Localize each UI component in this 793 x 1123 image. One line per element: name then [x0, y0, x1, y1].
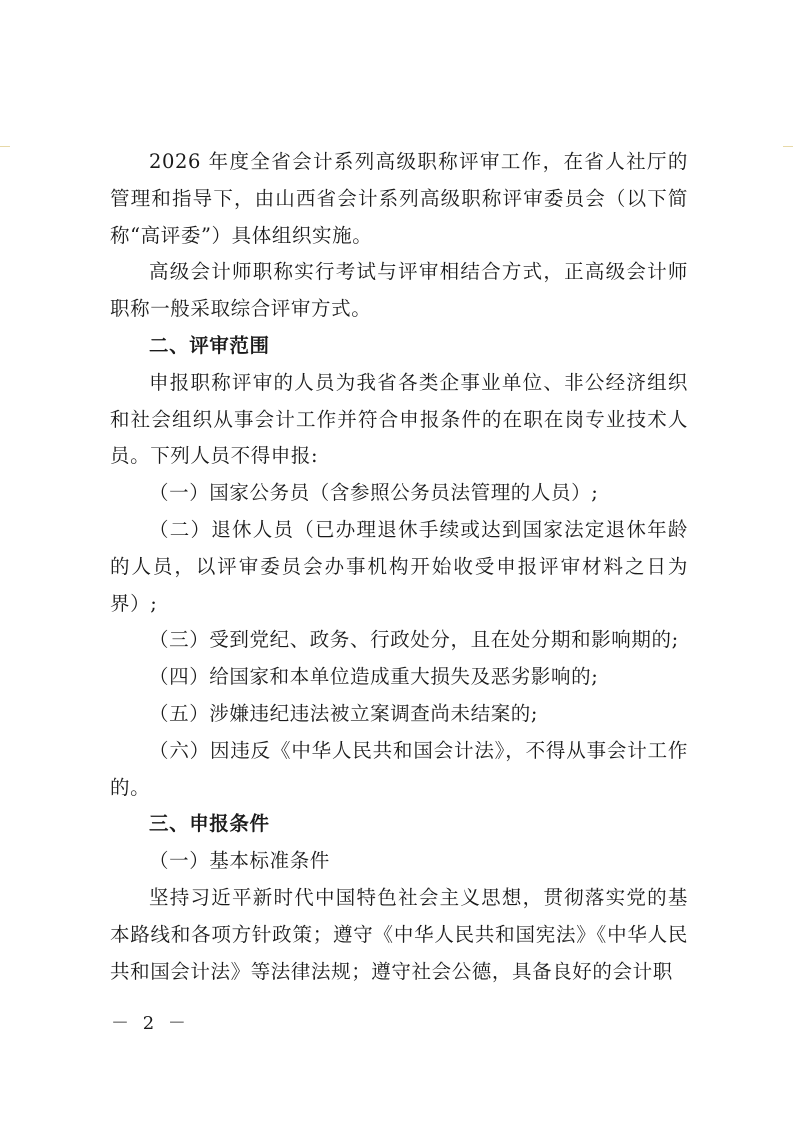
list-item-excluded-5: （五）涉嫌违纪违法被立案调查尚未结案的;: [149, 701, 539, 725]
paragraph-basic-conditions: 坚持习近平新时代中国特色社会主义思想，贯彻落实党的基本路线和各项方针政策；遵守《中华人民共和国宪法》《中华人民共和国会计法》等法律法规；遵守社会公德，具备良好的会计职: [110, 885, 688, 983]
document-body: [110, 144, 688, 990]
paragraph-evaluation-method: 高级会计师职称实行考试与评审相结合方式，正高级会计师职称一般采取综合评审方式。: [110, 260, 688, 321]
paragraph-scope: 申报职称评审的人员为我省各类企事业单位、非公经济组织和社会组织从事会计工作并符合申报条件的在职在岗专业技术人员。下列人员不得申报:: [110, 370, 688, 468]
list-item-excluded-3: （三）受到党纪、政务、行政处分，且在处分期和影响期的;: [149, 628, 679, 652]
list-item-excluded-1: （一）国家公务员（含参照公务员法管理的人员）;: [149, 481, 599, 505]
list-item-excluded-6: （六）因违反《中华人民共和国会计法》，不得从事会计工作的。: [110, 738, 688, 799]
list-item-excluded-2: （二）退休人员（已办理退休手续或达到国家法定退休年龄的人员，以评审委员会办事机构开始收受申报评审材料之日为界）;: [110, 517, 688, 615]
scan-edge-mark-left: [0, 146, 10, 147]
paragraph-intro: 2026 年度全省会计系列高级职称评审工作，在省人社厅的管理和指导下，由山西省会计系列高级职称评审委员会（以下简称“高评委”）具体组织实施。: [110, 150, 688, 247]
list-item-excluded-4: （四）给国家和本单位造成重大损失及恶劣影响的;: [149, 665, 599, 689]
subsection-heading-basic-conditions: （一）基本标准条件: [149, 849, 330, 873]
section-heading-scope: 二、评审范围: [149, 333, 270, 357]
section-heading-conditions: 三、申报条件: [149, 812, 270, 836]
page-number: － 2 －: [111, 1013, 190, 1034]
scan-edge-mark-right: [783, 146, 793, 147]
